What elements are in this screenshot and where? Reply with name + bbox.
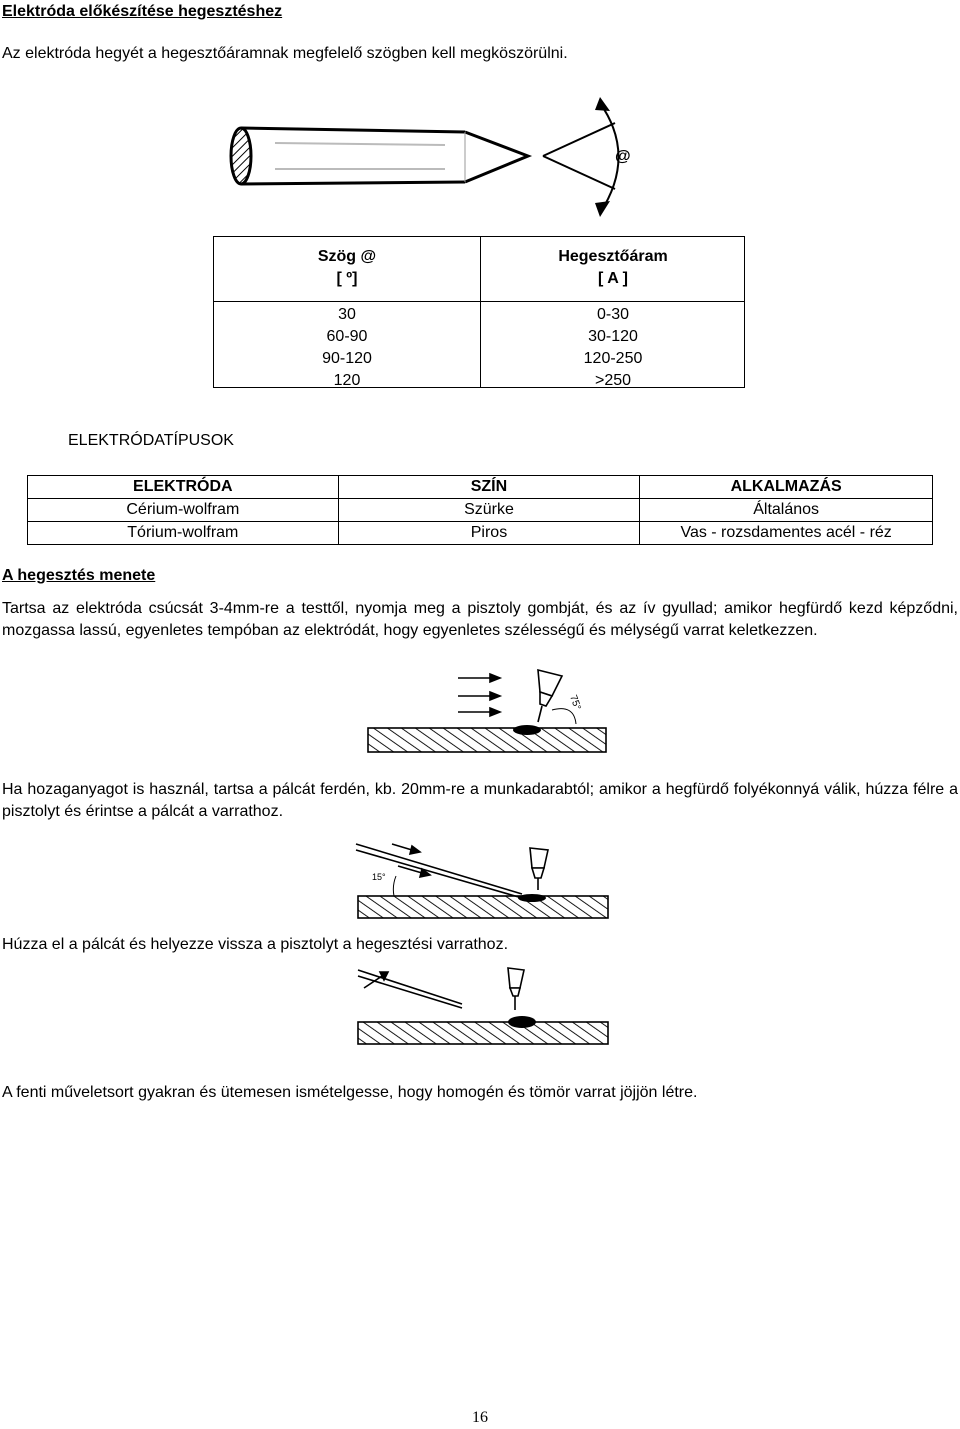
- current-values: 0-30 30-120 120-250 >250: [583, 306, 643, 389]
- direction-arrows: [364, 972, 388, 988]
- table-cell: Tórium-wolfram: [28, 522, 339, 545]
- filler-rod: [358, 970, 462, 1008]
- paragraph: Ha hozaganyagot is használ, tartsa a pálcát ferdén, kb. 20mm-re a munkadarabtól; amikor a hegfürdő folyékonnyá válik, húzza félre a pisztolyt és érintse a pálcát a varrathoz.: [2, 781, 958, 820]
- angle-current-table: [213, 236, 745, 388]
- torch-icon: [530, 848, 548, 890]
- electrode-end-face: [231, 128, 251, 184]
- torch-icon: [538, 670, 562, 722]
- section-heading: Elektróda előkészítése hegesztéshez: [2, 3, 283, 20]
- electrode-figure: [225, 95, 655, 220]
- table-row: [28, 522, 933, 545]
- filler-rod: [356, 844, 522, 898]
- table-cell: Vas - rozsdamentes acél - réz: [640, 522, 933, 545]
- paragraph: Húzza el a pálcát és helyezze vissza a pisztolyt a hegesztési varrathoz.: [2, 936, 509, 953]
- table-header-row: [28, 476, 933, 499]
- electrode-types-label: ELEKTRÓDATÍPUSOK: [68, 432, 234, 449]
- paragraph: A fenti műveletsort gyakran és ütemesen ismételgesse, hogy homogén és tömör varrat jöjjön létre.: [2, 1084, 698, 1101]
- table-cell: Cérium-wolfram: [28, 499, 339, 522]
- paragraph: Tartsa az elektróda csúcsát 3-4mm-re a testtől, nyomja meg a pisztoly gombját, és az ív gyullad; amikor hegfürdő kezd képződni, mozgassa lassú, egyenletes tempóban az elektródát, hogy egyenletes szélességű és mélységű varrat keletkezzen.: [2, 600, 958, 639]
- current-header: Hegesztőáram [ A ]: [558, 248, 668, 287]
- angle-header: Szög @ [ º]: [317, 248, 377, 287]
- table-cell: Piros: [338, 522, 640, 545]
- welding-figure-rod: [352, 838, 612, 920]
- electrode-types-table: [27, 475, 933, 545]
- rod-angle-label: 15°: [372, 872, 386, 882]
- table-row: [28, 499, 933, 522]
- table-cell: Általános: [640, 499, 933, 522]
- direction-arrows: [458, 674, 500, 716]
- header-cell: ALKALMAZÁS: [640, 476, 933, 499]
- torch-angle-label: 75°: [567, 693, 583, 712]
- angle-symbol: @: [615, 148, 631, 165]
- welding-figure-torch: [362, 662, 612, 754]
- angle-values: 30 60-90 90-120 120: [322, 306, 372, 389]
- welding-figure-return: [352, 966, 612, 1048]
- header-cell: SZÍN: [338, 476, 640, 499]
- intro-text: Az elektróda hegyét a hegesztőáramnak megfelelő szögben kell megköszörülni.: [2, 45, 568, 62]
- header-cell: ELEKTRÓDA: [28, 476, 339, 499]
- page-number: 16: [472, 1409, 488, 1426]
- process-title: A hegesztés menete: [2, 567, 156, 584]
- table-cell: Szürke: [338, 499, 640, 522]
- torch-icon: [508, 968, 524, 1010]
